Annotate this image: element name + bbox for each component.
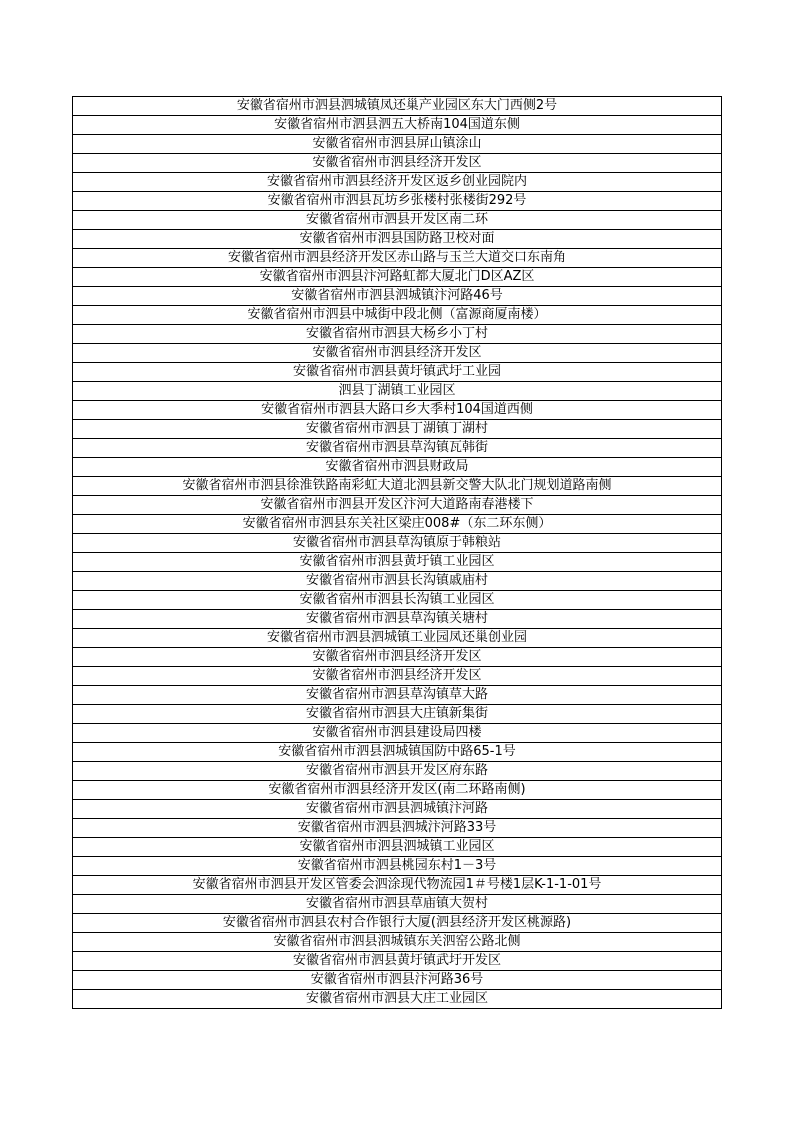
address-cell: 安徽省宿州市泗县泗城镇国防中路65-1号 bbox=[73, 743, 722, 762]
table-row bbox=[73, 762, 722, 781]
table-row bbox=[73, 876, 722, 895]
address-cell: 安徽省宿州市泗县大路口乡大季村104国道西侧 bbox=[73, 401, 722, 420]
address-cell: 安徽省宿州市泗县泗城镇东关泗窑公路北侧 bbox=[73, 933, 722, 952]
address-cell: 安徽省宿州市泗县建设局四楼 bbox=[73, 724, 722, 743]
address-cell: 安徽省宿州市泗县黄圩镇武圩开发区 bbox=[73, 952, 722, 971]
address-cell: 安徽省宿州市泗县瓦坊乡张楼村张楼街292号 bbox=[73, 192, 722, 211]
address-cell: 安徽省宿州市泗县桃园东村1－3号 bbox=[73, 857, 722, 876]
table-row bbox=[73, 496, 722, 515]
address-cell: 安徽省宿州市泗县大杨乡小丁村 bbox=[73, 325, 722, 344]
address-cell: 安徽省宿州市泗县开发区管委会泗涂现代物流园1＃号楼1层K-1-1-01号 bbox=[73, 876, 722, 895]
table-row bbox=[73, 629, 722, 648]
table-row bbox=[73, 306, 722, 325]
address-cell: 安徽省宿州市泗县草沟镇草大路 bbox=[73, 686, 722, 705]
address-cell: 安徽省宿州市泗县大庄镇新集街 bbox=[73, 705, 722, 724]
table-row bbox=[73, 325, 722, 344]
address-cell: 安徽省宿州市泗县中城街中段北侧（富源商厦南楼） bbox=[73, 306, 722, 325]
address-cell: 安徽省宿州市泗县泗五大桥南104国道东侧 bbox=[73, 116, 722, 135]
table-row bbox=[73, 515, 722, 534]
address-cell: 安徽省宿州市泗县开发区府东路 bbox=[73, 762, 722, 781]
table-row bbox=[73, 534, 722, 553]
table-row bbox=[73, 591, 722, 610]
table-row bbox=[73, 477, 722, 496]
address-table bbox=[72, 96, 722, 1009]
table-row bbox=[73, 800, 722, 819]
table-row bbox=[73, 990, 722, 1009]
table-row bbox=[73, 287, 722, 306]
address-cell: 安徽省宿州市泗县草沟镇瓦韩街 bbox=[73, 439, 722, 458]
address-table-body bbox=[73, 97, 722, 1009]
address-cell: 安徽省宿州市泗县经济开发区 bbox=[73, 344, 722, 363]
table-row bbox=[73, 420, 722, 439]
table-row bbox=[73, 819, 722, 838]
table-row bbox=[73, 268, 722, 287]
table-row bbox=[73, 724, 722, 743]
address-cell: 安徽省宿州市泗县黄圩镇工业园区 bbox=[73, 553, 722, 572]
address-cell: 安徽省宿州市泗县财政局 bbox=[73, 458, 722, 477]
table-row bbox=[73, 933, 722, 952]
address-cell: 安徽省宿州市泗县草沟镇原于韩粮站 bbox=[73, 534, 722, 553]
address-cell: 安徽省宿州市泗县经济开发区 bbox=[73, 667, 722, 686]
table-row bbox=[73, 249, 722, 268]
table-row bbox=[73, 230, 722, 249]
table-row bbox=[73, 857, 722, 876]
address-cell: 安徽省宿州市泗县泗城镇汴河路46号 bbox=[73, 287, 722, 306]
table-row bbox=[73, 116, 722, 135]
address-cell: 泗县丁湖镇工业园区 bbox=[73, 382, 722, 401]
address-cell: 安徽省宿州市泗县汴河路36号 bbox=[73, 971, 722, 990]
table-row bbox=[73, 211, 722, 230]
table-row bbox=[73, 154, 722, 173]
table-row bbox=[73, 781, 722, 800]
address-cell: 安徽省宿州市泗县泗城镇汴河路 bbox=[73, 800, 722, 819]
address-cell: 安徽省宿州市泗县经济开发区 bbox=[73, 648, 722, 667]
address-cell: 安徽省宿州市泗县屏山镇涂山 bbox=[73, 135, 722, 154]
table-row bbox=[73, 173, 722, 192]
address-cell: 安徽省宿州市泗县泗城镇凤还巢产业园区东大门西侧2号 bbox=[73, 97, 722, 116]
table-row bbox=[73, 914, 722, 933]
table-row bbox=[73, 572, 722, 591]
table-row bbox=[73, 192, 722, 211]
table-row bbox=[73, 363, 722, 382]
address-cell: 安徽省宿州市泗县国防路卫校对面 bbox=[73, 230, 722, 249]
address-cell: 安徽省宿州市泗县黄圩镇武圩工业园 bbox=[73, 363, 722, 382]
address-cell: 安徽省宿州市泗县经济开发区(南二环路南侧) bbox=[73, 781, 722, 800]
table-row bbox=[73, 344, 722, 363]
address-cell: 安徽省宿州市泗县泗城镇工业园区 bbox=[73, 838, 722, 857]
table-row bbox=[73, 458, 722, 477]
table-row bbox=[73, 553, 722, 572]
address-cell: 安徽省宿州市泗县徐淮铁路南彩虹大道北泗县新交警大队北门规划道路南侧 bbox=[73, 477, 722, 496]
table-row bbox=[73, 686, 722, 705]
address-cell: 安徽省宿州市泗县草庙镇大贺村 bbox=[73, 895, 722, 914]
table-row bbox=[73, 667, 722, 686]
table-row bbox=[73, 952, 722, 971]
table-row bbox=[73, 895, 722, 914]
address-cell: 安徽省宿州市泗县汴河路虹都大厦北门D区AZ区 bbox=[73, 268, 722, 287]
address-cell: 安徽省宿州市泗县经济开发区赤山路与玉兰大道交口东南角 bbox=[73, 249, 722, 268]
address-cell: 安徽省宿州市泗县长沟镇工业园区 bbox=[73, 591, 722, 610]
table-row bbox=[73, 705, 722, 724]
address-cell: 安徽省宿州市泗县经济开发区返乡创业园院内 bbox=[73, 173, 722, 192]
table-row bbox=[73, 382, 722, 401]
table-row bbox=[73, 743, 722, 762]
table-row bbox=[73, 971, 722, 990]
address-cell: 安徽省宿州市泗县大庄工业园区 bbox=[73, 990, 722, 1009]
table-row bbox=[73, 439, 722, 458]
table-row bbox=[73, 648, 722, 667]
table-row bbox=[73, 401, 722, 420]
address-cell: 安徽省宿州市泗县泗城汴河路33号 bbox=[73, 819, 722, 838]
address-cell: 安徽省宿州市泗县长沟镇戚庙村 bbox=[73, 572, 722, 591]
table-row bbox=[73, 135, 722, 154]
table-row bbox=[73, 838, 722, 857]
table-row bbox=[73, 610, 722, 629]
address-cell: 安徽省宿州市泗县经济开发区 bbox=[73, 154, 722, 173]
address-cell: 安徽省宿州市泗县东关社区梁庄008#（东二环东侧） bbox=[73, 515, 722, 534]
address-cell: 安徽省宿州市泗县开发区汴河大道路南春港楼下 bbox=[73, 496, 722, 515]
address-cell: 安徽省宿州市泗县开发区南二环 bbox=[73, 211, 722, 230]
address-cell: 安徽省宿州市泗县农村合作银行大厦(泗县经济开发区桃源路) bbox=[73, 914, 722, 933]
address-cell: 安徽省宿州市泗县泗城镇工业园凤还巢创业园 bbox=[73, 629, 722, 648]
address-cell: 安徽省宿州市泗县草沟镇关塘村 bbox=[73, 610, 722, 629]
address-cell: 安徽省宿州市泗县丁湖镇丁湖村 bbox=[73, 420, 722, 439]
table-row bbox=[73, 97, 722, 116]
